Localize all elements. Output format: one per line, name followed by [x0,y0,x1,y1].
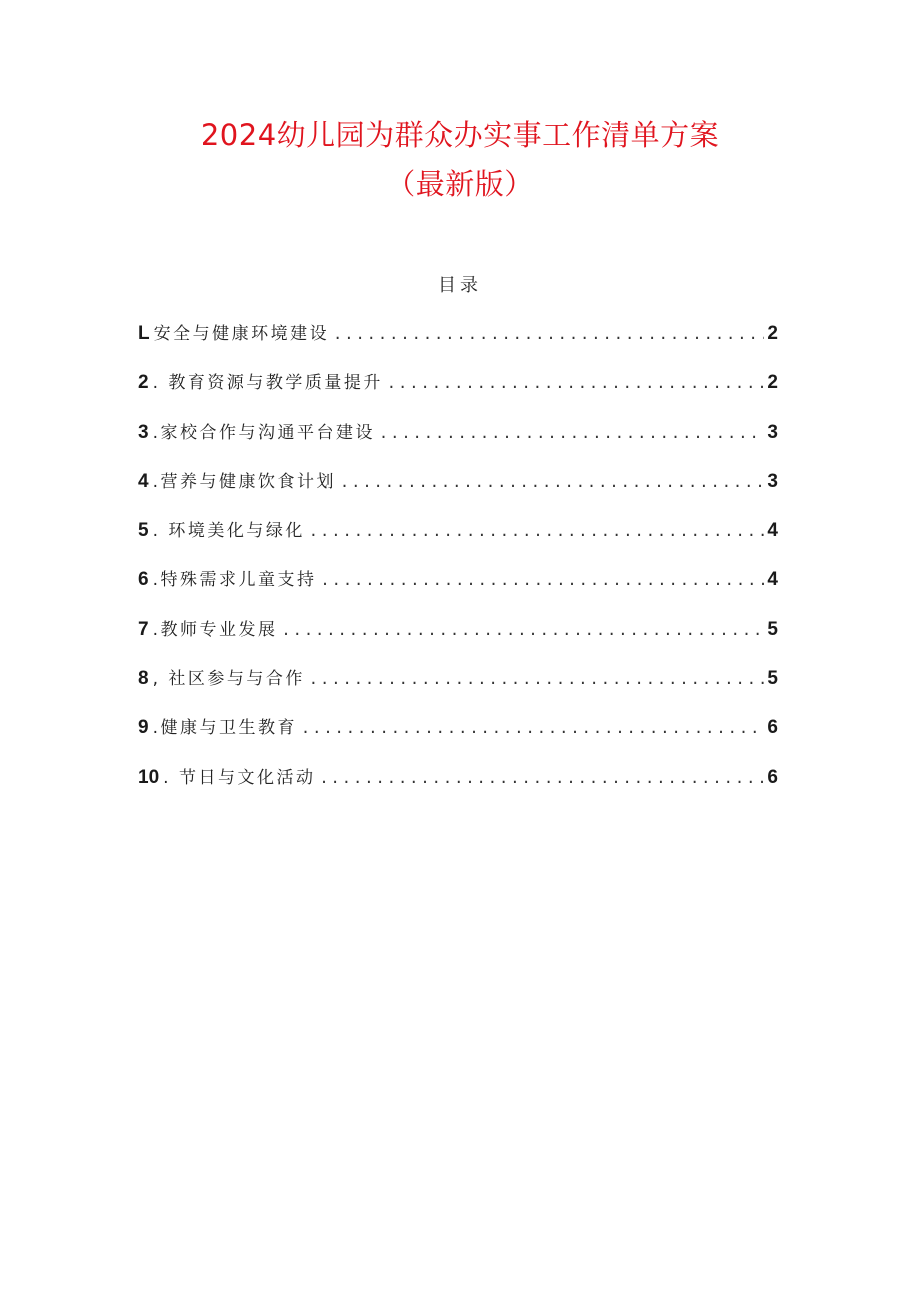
toc-entry-number: 7 [138,618,149,640]
toc-entry-label: , 社区参与与合作 [152,669,305,690]
toc-entry[interactable] [138,365,778,414]
toc-entry-number: 9 [138,717,149,739]
toc-entry-page: 5 [767,618,778,640]
table-of-contents [138,316,778,809]
toc-heading: 目录 [438,275,482,296]
toc-dot-leader [333,316,764,352]
toc-entry-label: .特殊需求儿童支持 [152,570,317,591]
toc-entry[interactable] [138,464,778,513]
toc-dot-leader [379,415,764,451]
toc-entry[interactable] [138,513,778,562]
toc-entry-page: 2 [767,323,778,344]
toc-entry-page: 2 [767,372,778,394]
toc-entry-number: 2 [138,372,149,394]
toc-dot-leader [281,612,764,648]
toc-entry-label: . 节日与文化活动 [163,767,316,788]
toc-entry-page: 6 [767,766,778,788]
toc-dot-leader [340,464,764,500]
toc-dot-leader [309,513,765,549]
toc-entry-number: L [138,323,150,344]
toc-entry-page: 5 [767,668,778,690]
toc-entry-number: 4 [138,470,149,492]
toc-entry[interactable] [138,415,778,464]
toc-entry-label: .家校合作与沟通平台建设 [152,422,375,443]
toc-dot-leader [320,562,764,598]
toc-entry-number: 3 [138,421,149,443]
toc-entry[interactable] [138,760,778,809]
toc-entry[interactable] [138,661,778,710]
toc-entry[interactable] [138,612,778,661]
toc-entry-number: 10 [138,766,160,788]
toc-entry[interactable] [138,710,778,759]
toc-dot-leader [309,661,765,697]
toc-entry-page: 3 [767,470,778,492]
toc-dot-leader [387,365,765,401]
toc-entry-page: 3 [767,421,778,443]
toc-entry-label: 安全与健康环境建设 [153,324,330,344]
toc-entry-label: .营养与健康饮食计划 [152,471,336,492]
toc-entry-page: 4 [767,569,778,591]
toc-entry[interactable] [138,562,778,611]
toc-entry-number: 6 [138,569,149,591]
document-title: 2024幼儿园为群众办实事工作清单方案 [200,118,720,152]
toc-dot-leader [319,760,764,796]
toc-entry-page: 6 [767,717,778,739]
toc-entry-label: . 环境美化与绿化 [152,521,305,542]
toc-entry-number: 8 [138,668,149,690]
toc-entry-label: . 教育资源与教学质量提升 [152,373,383,394]
toc-entry-number: 5 [138,520,149,542]
toc-entry-label: .教师专业发展 [152,619,278,640]
toc-entry-label: .健康与卫生教育 [152,718,297,739]
toc-entry-page: 4 [767,520,778,542]
document-subtitle: （最新版） [386,167,534,201]
toc-entry[interactable] [138,316,778,365]
toc-dot-leader [301,710,764,746]
